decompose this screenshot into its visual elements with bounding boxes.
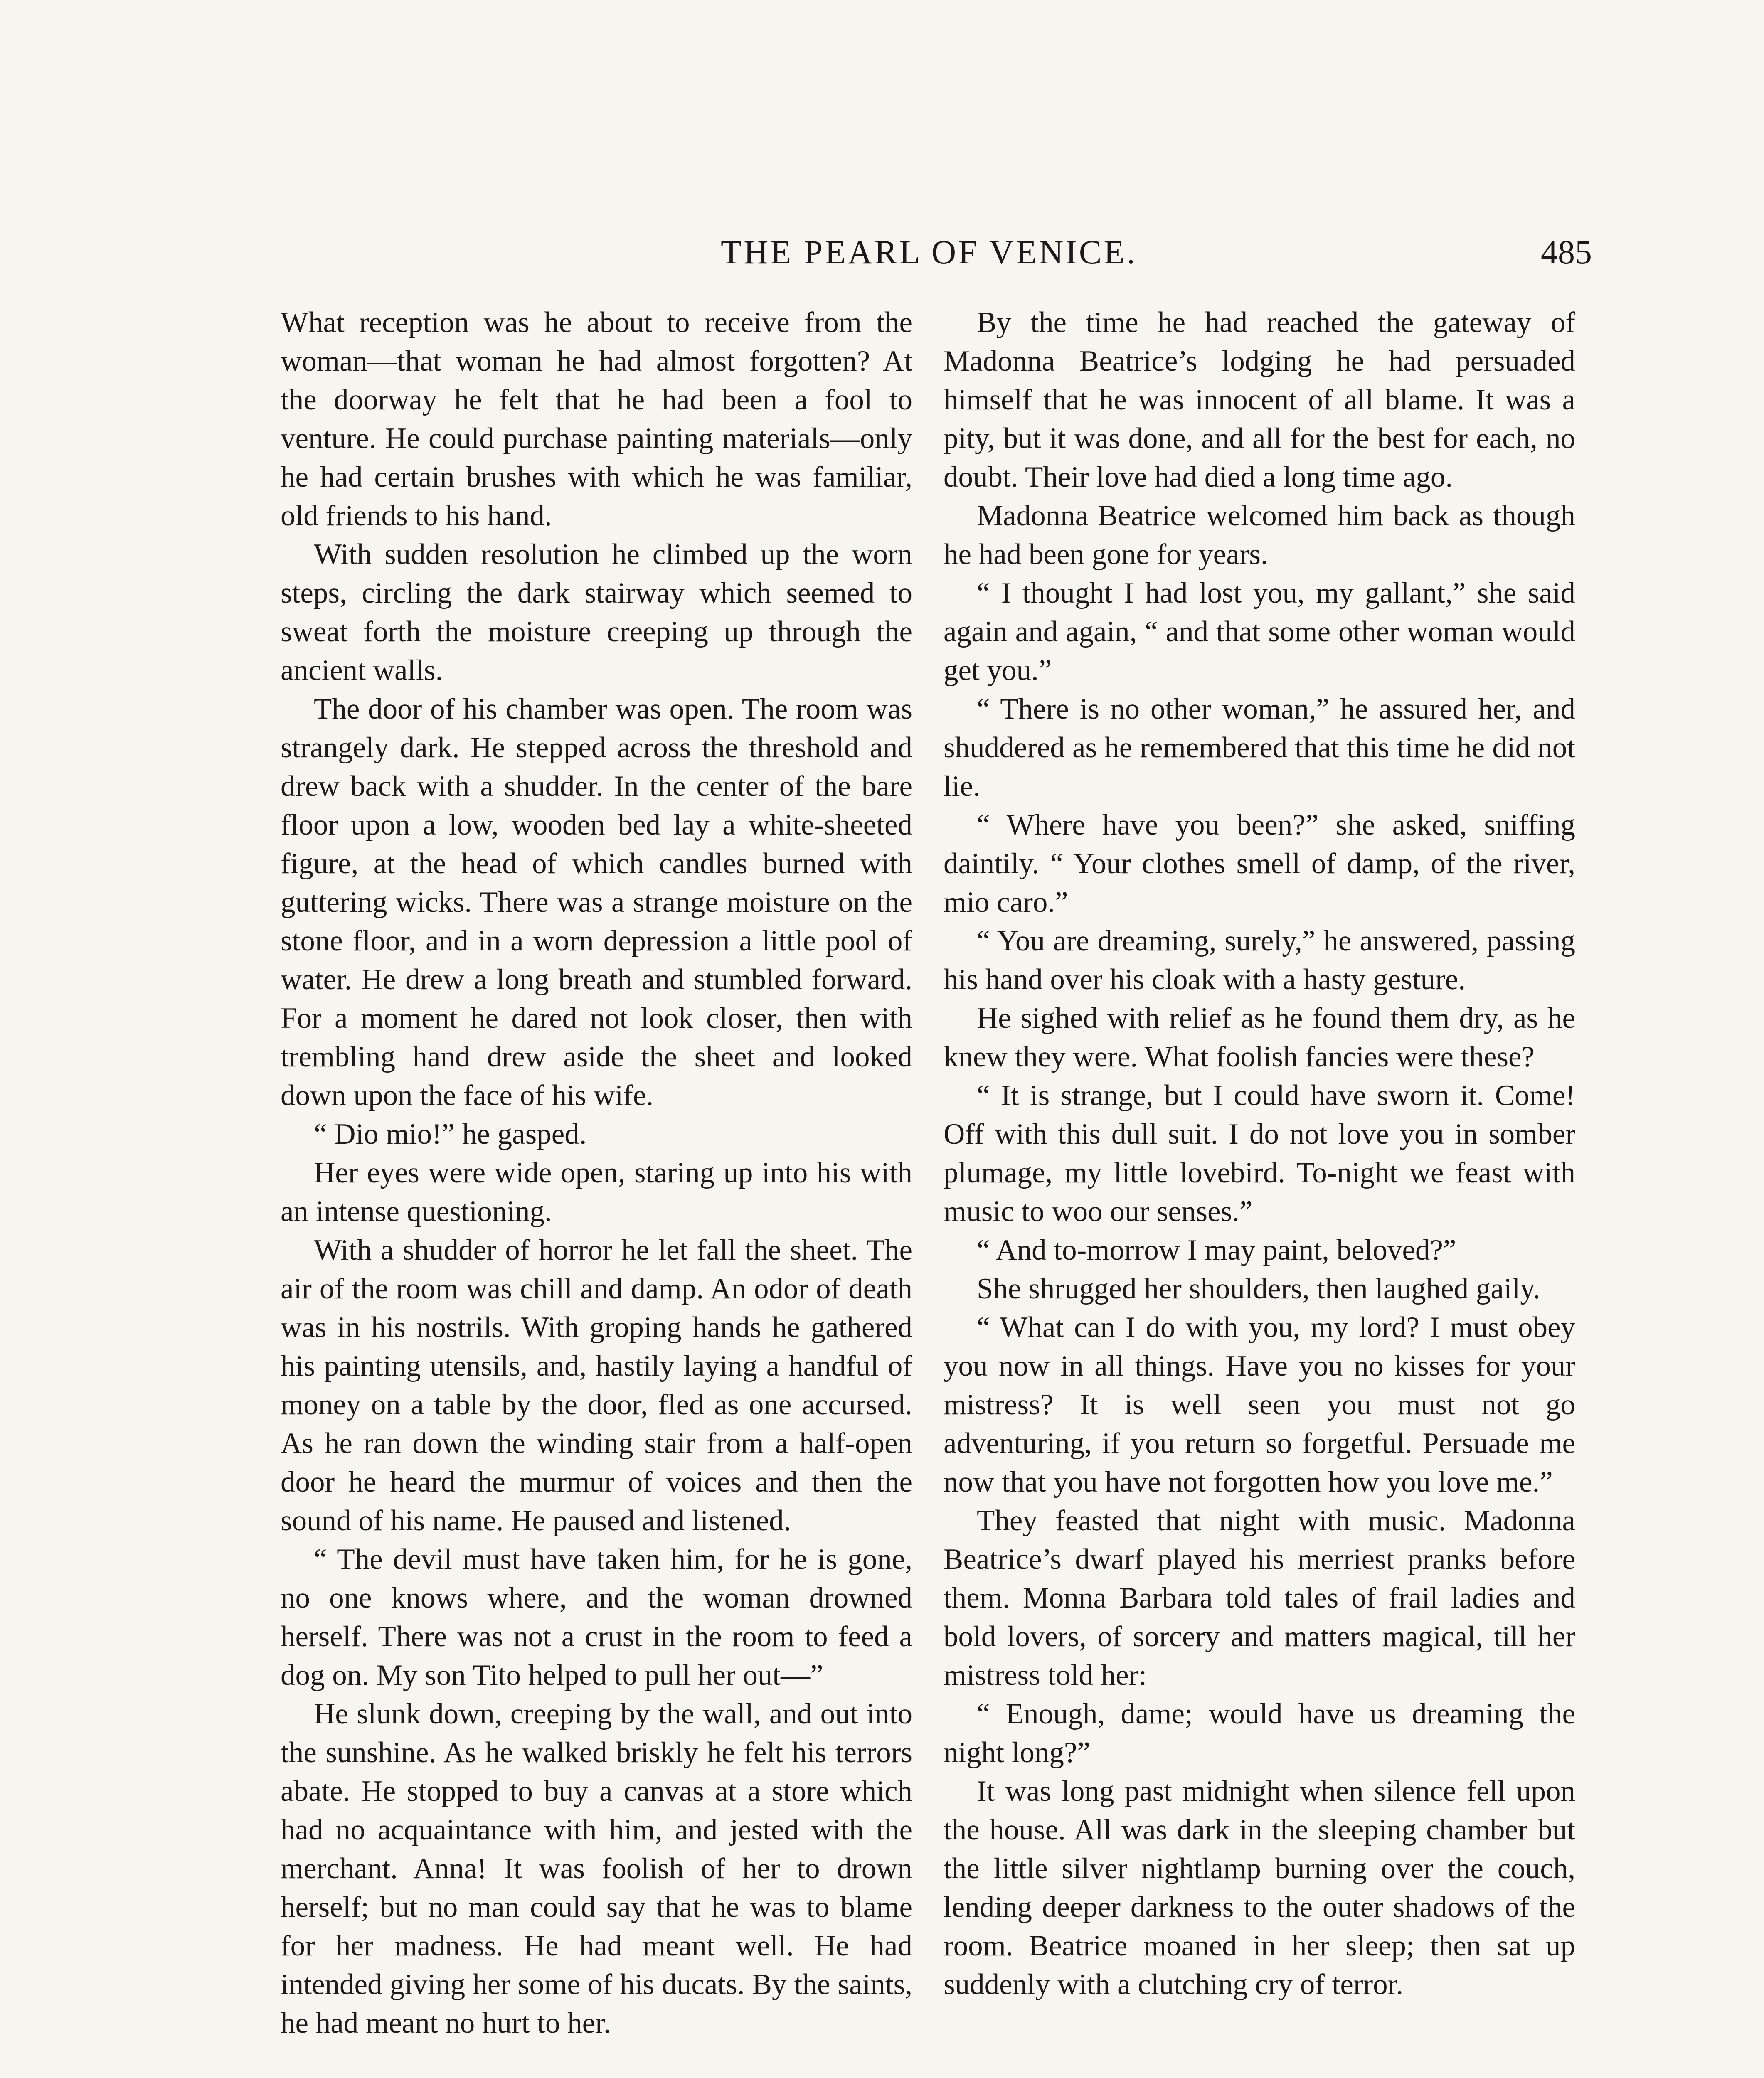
paragraph: He slunk down, creeping by the wall, and out into the sunshine. As he walked briskly he felt his terrors abate. He stopped to buy a canvas at a store which had no acquaintance with him, and jested with the merchant. Anna! It was foolish of her to drown herself; but no man could say that he was to blame for her madness. He had meant well. He had intended giving her some of his ducats. By the saints, he had meant no hurt to her. [281, 1698, 912, 2039]
left-column [281, 303, 912, 2043]
paragraph: They feasted that night with music. Madonna Beatrice’s dwarf played his merriest pranks before them. Monna Barbara told tales of frail ladies and bold lovers, of sorcery and matters magical, till her mistress told her: [944, 1504, 1575, 1691]
paragraph: He sighed with relief as he found them dry, as he knew they were. What foolish fancies were these? [944, 1002, 1575, 1073]
paragraph: She shrugged her shoulders, then laughed gaily. [977, 1273, 1540, 1305]
paragraph: “ What can I do with you, my lord? I must obey you now in all things. Have you no kisses for your mistress? It is well seen you must not go adventuring, if you return so forgetful. Persuade me now that you have not forgotten how you love me.” [944, 1311, 1575, 1498]
paragraph: With sudden resolution he climbed up the worn steps, circling the dark stairway which seemed to sweat forth the moisture creeping up through the ancient walls. [281, 538, 912, 687]
paragraph: “ I thought I had lost you, my gallant,” she said again and again, “ and that some other woman would get you.” [944, 577, 1575, 687]
paragraph: “ You are dreaming, surely,” he answered, passing his hand over his cloak with a hasty gesture. [944, 925, 1575, 996]
right-column [944, 303, 1575, 2004]
paragraph: Her eyes were wide open, staring up into his with an intense questioning. [281, 1157, 912, 1228]
paragraph: It was long past midnight when silence fell upon the house. All was dark in the sleeping chamber but the little silver nightlamp burning over the couch, lending deeper darkness to the outer shadows of the room. Beatrice moaned in her sleep; then sat up suddenly with a clutching cry of terror. [944, 1775, 1575, 2001]
page-number: 485 [1541, 233, 1592, 271]
paragraph: “ And to-morrow I may paint, beloved?” [977, 1234, 1456, 1266]
paragraph: “ It is strange, but I could have sworn it. Come! Off with this dull suit. I do not love you in somber plumage, my little lovebird. To-night we feast with music to woo our senses.” [944, 1079, 1575, 1228]
paragraph: Madonna Beatrice welcomed him back as though he had been gone for years. [944, 500, 1575, 571]
paragraph: By the time he had reached the gateway of Madonna Beatrice’s lodging he had persuaded himself that he was innocent of all blame. It was a pity, but it was done, and all for the best for each, no doubt. Their love had died a long time ago. [944, 306, 1575, 493]
running-title: THE PEARL OF VENICE. [721, 233, 1137, 271]
paragraph: “ Where have you been?” she asked, sniffing daintily. “ Your clothes smell of damp, of the river, mio caro.” [944, 809, 1575, 918]
page-header [266, 233, 1592, 278]
paragraph: “ Enough, dame; would have us dreaming the night long?” [944, 1698, 1575, 1769]
paragraph: The door of his chamber was open. The room was strangely dark. He stepped across the threshold and drew back with a shudder. In the center of the bare floor upon a low, wooden bed lay a white-sheeted figure, at the head of which candles burned with guttering wicks. There was a strange moisture on the stone floor, and in a worn depression a little pool of water. He drew a long breath and stumbled forward. For a moment he dared not look closer, then with trembling hand drew aside the sheet and looked down upon the face of his wife. [281, 693, 912, 1112]
paragraph: “ There is no other woman,” he assured her, and shuddered as he remembered that this time he did not lie. [944, 693, 1575, 803]
paragraph: What reception was he about to receive from the woman—that woman he had almost forgotten? At the doorway he felt that he had been a fool to venture. He could purchase painting materials—only he had certain brushes with which he was familiar, old friends to his hand. [281, 306, 912, 532]
paragraph: With a shudder of horror he let fall the sheet. The air of the room was chill and damp. An odor of death was in his nostrils. With groping hands he gathered his painting utensils, and, hastily laying a handful of money on a table by the door, fled as one accursed. As he ran down the winding stair from a half-open door he heard the murmur of voices and then the sound of his name. He paused and listened. [281, 1234, 912, 1537]
paragraph: “ Dio mio!” he gasped. [314, 1118, 587, 1150]
paragraph: “ The devil must have taken him, for he is gone, no one knows where, and the woman drowned herself. There was not a crust in the room to feed a dog on. My son Tito helped to pull her out—” [281, 1543, 912, 1691]
